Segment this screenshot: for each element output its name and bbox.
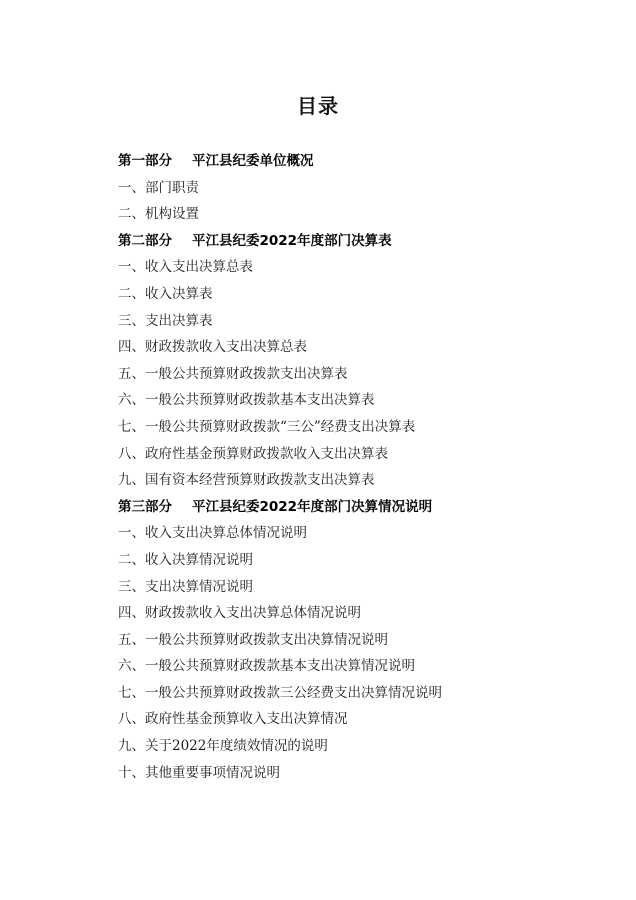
toc-entry: 十、其他重要事项情况说明 xyxy=(118,764,280,781)
toc-entry: 二、收入决算表 xyxy=(118,285,213,302)
toc-part-heading xyxy=(118,148,598,175)
toc-entry: 二、收入决算情况说明 xyxy=(118,551,253,568)
toc-part-title: 平江县纪委2022年度部门决算情况说明 xyxy=(192,498,433,515)
toc-entry: 四、财政拨款收入支出决算总体情况说明 xyxy=(118,605,361,622)
toc-part-heading xyxy=(118,494,598,521)
page-title: 目录 xyxy=(297,94,339,118)
toc-part-number: 第二部分 xyxy=(118,232,172,249)
toc-part-number: 第三部分 xyxy=(118,498,172,515)
toc-part-heading xyxy=(118,228,598,255)
toc-entry: 九、国有资本经营预算财政拨款支出决算表 xyxy=(118,472,375,489)
table-of-contents xyxy=(118,148,598,786)
toc-entry: 八、政府性基金预算收入支出决算情况 xyxy=(118,711,348,728)
toc-entry: 三、支出决算表 xyxy=(118,312,213,329)
toc-entry: 二、机构设置 xyxy=(118,206,199,223)
toc-part-title: 平江县纪委2022年度部门决算表 xyxy=(192,232,392,249)
toc-entry: 一、收入支出决算总体情况说明 xyxy=(118,525,307,542)
toc-part-title: 平江县纪委单位概况 xyxy=(192,153,314,169)
toc-entry: 六、一般公共预算财政拨款基本支出决算表 xyxy=(118,392,375,409)
toc-entry: 六、一般公共预算财政拨款基本支出决算情况说明 xyxy=(118,658,415,675)
toc-entry: 九、关于2022年度绩效情况的说明 xyxy=(118,738,328,755)
toc-entry: 四、财政拨款收入支出决算总表 xyxy=(118,339,307,356)
toc-entry: 八、政府性基金预算财政拨款收入支出决算表 xyxy=(118,445,388,462)
toc-entry: 五、一般公共预算财政拨款支出决算表 xyxy=(118,365,348,382)
toc-part-number: 第一部分 xyxy=(118,153,172,169)
toc-entry: 七、一般公共预算财政拨款“三公”经费支出决算表 xyxy=(118,418,416,435)
toc-entry: 七、一般公共预算财政拨款三公经费支出决算情况说明 xyxy=(118,684,442,701)
toc-entry: 三、支出决算情况说明 xyxy=(118,578,253,595)
toc-entry: 一、收入支出决算总表 xyxy=(118,259,253,276)
toc-entry: 一、部门职责 xyxy=(118,179,199,196)
toc-entry: 五、一般公共预算财政拨款支出决算情况说明 xyxy=(118,631,388,648)
